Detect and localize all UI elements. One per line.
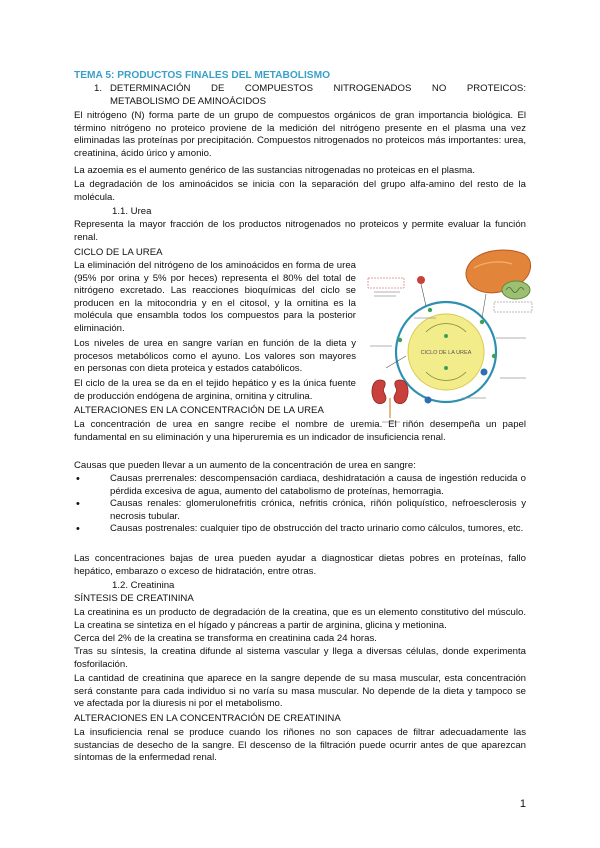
creatinina-paragraph-1: La creatinina es un producto de degradación de la creatina, que es un elemento constitutivo del músculo. La creatina se sintetiza en el hígado y páncreas a partir de arginina, glicina y metionina. xyxy=(74,607,526,631)
causas-intro: Causas que pueden llevar a un aumento de la concentración de urea en sangre: xyxy=(74,460,416,471)
cycle-node xyxy=(480,320,484,324)
causa-item-postrenal: • Causas postrenales: cualquier tipo de obstrucción del tracto urinario como cálculos, tumores, etc. xyxy=(110,523,526,536)
cycle-center-label: CICLO DE LA UREA xyxy=(420,350,472,356)
alt-creatinina-heading: ALTERACIONES EN LA CONCENTRACIÓN DE CREATININA xyxy=(74,713,341,724)
intro-paragraph-2: La azoemia es el aumento genérico de las sustancias nitrogenadas no proteicas en el plasma. xyxy=(74,165,476,176)
cycle-node xyxy=(428,308,432,312)
marker-red xyxy=(417,276,425,284)
ciclo-paragraph-3: El ciclo de la urea se da en el tejido hepático y es la única fuente de producción endógena de arginina, ornitina y citrulina. xyxy=(74,378,356,402)
cycle-node xyxy=(444,366,448,370)
creatinina-paragraph-2: Cerca del 2% de la creatina se transforma en creatinina cada 24 horas. xyxy=(74,633,377,644)
cycle-node xyxy=(492,354,496,358)
kidney-icon xyxy=(394,380,408,404)
alt-urea-paragraph: La concentración de urea en sangre recibe el nombre de uremia. El riñón desempeña un papel fundamental en su eliminación y una hiperuremia es un indicador de insuficiencia renal. xyxy=(74,419,526,443)
alt-urea-heading: ALTERACIONES EN LA CONCENTRACIÓN DE LA UREA xyxy=(74,405,324,416)
ciclo-paragraph-2: Los niveles de urea en sangre varían en función de la dieta y procesos metabólicos como el ayuno. Los valores son mayores en personas con dieta proteica y estados catabólicos. xyxy=(74,338,356,375)
creatinina-paragraph-3: Tras su síntesis, la creatina difunde al sistema vascular y llega a diversas células, donde experimenta fosforilación. xyxy=(74,646,526,670)
intro-paragraph-3: La degradación de los aminoácidos se inicia con la separación del grupo alfa-amino del resto de la molécula. xyxy=(74,179,526,203)
causa-item-prerrenal: • Causas prerrenales: descompensación cardiaca, deshidratación a causa de ingestión reducida o pérdida excesiva de agua, aumento del catabolismo de proteínas, hemorragia. xyxy=(110,473,526,498)
section-heading-line2: METABOLISMO DE AMINOÁCIDOS xyxy=(110,96,267,107)
intro-paragraph-1: El nitrógeno (N) forma parte de un grupo de compuestos orgánicos de gran importancia biológica. El término nitrógeno no proteico proviene de la medición del nitrógeno presente en el plasma una vez eliminadas las proteínas por precipitación. Compuestos nitrogenados no proteicos más importantes: urea, creatinina, ácido úrico y amonio. xyxy=(74,110,526,159)
urea-cycle-figure xyxy=(366,248,536,426)
alt-creatinina-paragraph: La insuficiencia renal se produce cuando los riñones no son capaces de filtrar adecuadamente las sustancias de desecho de la sangre. El descenso de la filtración puede ocurrir antes de que aparezcan síntomas de la enfermedad renal. xyxy=(74,727,526,764)
ciclo-heading: CICLO DE LA UREA xyxy=(74,247,163,258)
ciclo-paragraph-1: La eliminación del nitrógeno de los aminoácidos en forma de urea (95% por orina y 5% por heces) representa el 80% del total de nitrógeno excretado. Las reacciones bioquímicas del ciclo se producen en la mitocondria y en el citosol, y la ornitina es la molécula que ensambla todos los compuestos para la posterior eliminación. xyxy=(74,260,356,334)
creatinina-paragraph-4: La cantidad de creatinina que aparece en la sangre depende de su masa muscular, esta concentración será constante para cada individuo si no varía su masa muscular. No depende de la dieta y tampoco se ve afectada por la diuresis ni por el metabolismo. xyxy=(74,673,526,710)
section-number: 1. xyxy=(94,83,103,94)
subsection-urea: 1.1. Urea xyxy=(112,206,152,217)
cycle-node xyxy=(444,334,448,338)
sintesis-heading: SÍNTESIS DE CREATININA xyxy=(74,593,194,604)
document-title: TEMA 5: PRODUCTOS FINALES DEL METABOLISMO xyxy=(74,70,331,81)
cycle-node xyxy=(398,338,402,342)
page-number: 1 xyxy=(519,798,526,810)
causas-list xyxy=(110,473,526,536)
urea-bajas-paragraph: Las concentraciones bajas de urea pueden ayudar a diagnosticar dietas pobres en proteínas, fallo hepático, embarazo o exceso de hidratación, entre otras. xyxy=(74,553,526,577)
section-heading-line1: DETERMINACIÓN DE COMPUESTOS NITROGENADOS NO PROTEICOS: xyxy=(110,83,526,94)
causa-item-renal: • Causas renales: glomerulonefritis crónica, nefritis crónica, riñón poliquístico, nefroesclerosis y necrosis tubular. xyxy=(110,498,526,523)
kidney-icon xyxy=(372,380,386,404)
marker-blue xyxy=(481,369,488,376)
subsection-creatinina: 1.2. Creatinina xyxy=(112,580,175,591)
urea-paragraph-1: Representa la mayor fracción de los productos nitrogenados no proteicos y permite evaluar la función renal. xyxy=(74,219,526,243)
urea-cycle-diagram xyxy=(366,248,536,426)
marker-blue xyxy=(425,397,432,404)
